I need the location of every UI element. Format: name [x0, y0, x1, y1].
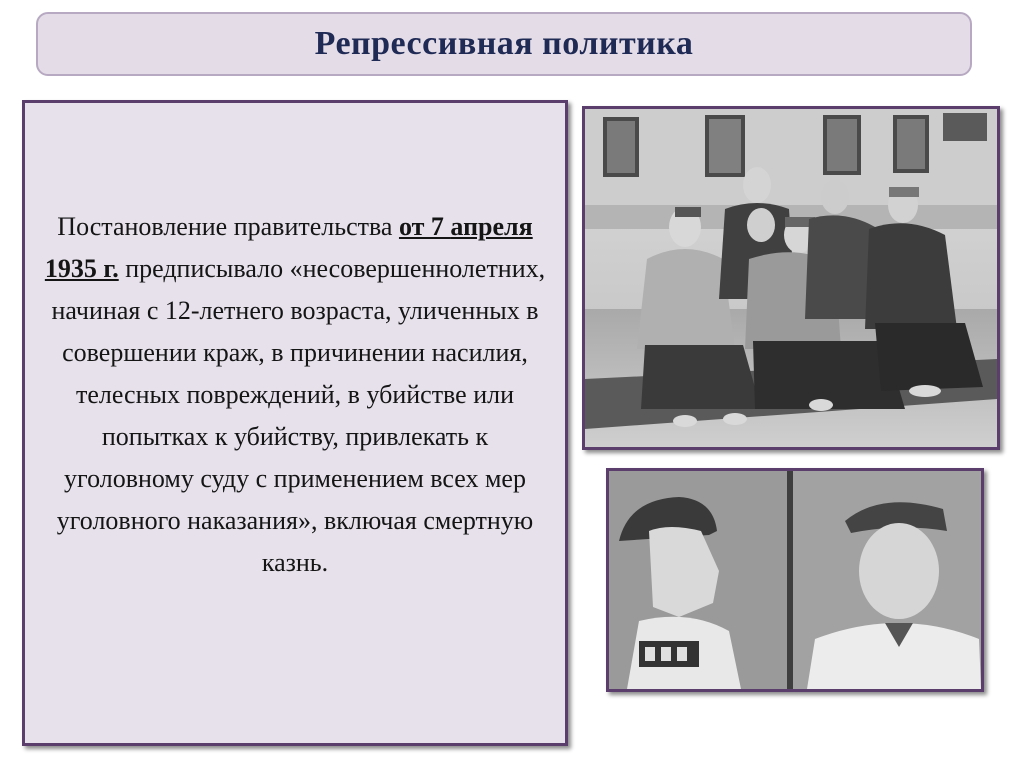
group-photo-image [585, 109, 997, 447]
slide-title: Репрессивная политика [314, 25, 694, 62]
text-panel [22, 100, 568, 746]
date-highlight-2: апреля 1935 г. [44, 212, 533, 283]
mugshot-photo-image [609, 471, 981, 689]
body-text [39, 206, 551, 584]
date-highlight-1: от 7 [398, 212, 451, 241]
title-bar [36, 12, 972, 76]
body-text-part2: предписывало «несовершеннолетних, начиная с 12-летнего возраста, уличенных в совершении краж, в причинении насилия, телесных повреждений, в убийстве или попытках к убийству, привлекать к уголовному суду с применением всех мер уголовного наказания», включая смертную казнь. [51, 254, 546, 577]
body-text-part1: Постановление правительства [57, 212, 399, 241]
group-photo [582, 106, 1000, 450]
mugshot-photo [606, 468, 984, 692]
